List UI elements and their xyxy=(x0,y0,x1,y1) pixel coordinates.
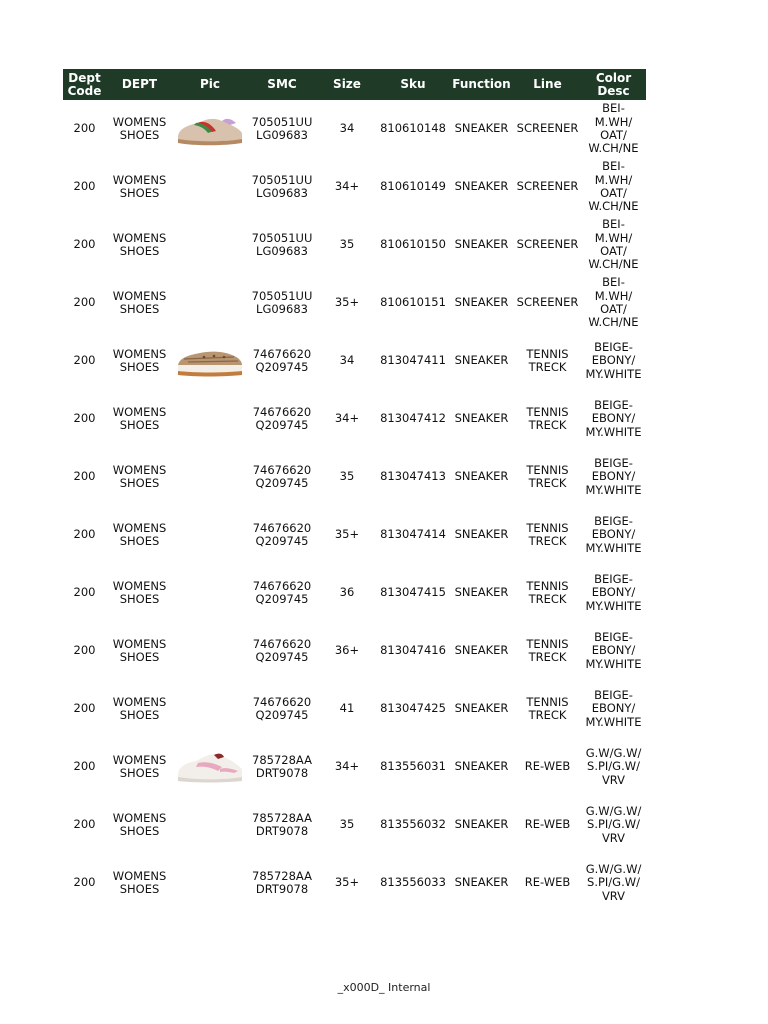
cell-line xyxy=(514,680,581,738)
cell-color-desc xyxy=(581,100,646,158)
cell-line-line: TENNIS xyxy=(526,636,569,651)
cell-dept-line: WOMENS xyxy=(112,694,167,709)
cell-line xyxy=(514,158,581,216)
cell-dept xyxy=(106,158,173,216)
header-color-desc-line: Desc xyxy=(597,83,630,98)
cell-smc-line: DRT9078 xyxy=(255,824,309,838)
cell-color-desc xyxy=(581,738,646,796)
cell-line-line: TRECK xyxy=(528,360,567,374)
cell-smc-line: Q209745 xyxy=(255,476,309,490)
header-pic-line: Pic xyxy=(199,77,221,91)
cell-line-line: RE-WEB xyxy=(524,875,571,890)
cell-smc-line: 705051UU xyxy=(251,230,313,245)
cell-color-desc-line: W.CH/NE xyxy=(588,199,639,214)
cell-smc xyxy=(247,158,317,216)
cell-line xyxy=(514,796,581,854)
cell-dept xyxy=(106,274,173,332)
cell-line xyxy=(514,100,581,158)
cell-dept xyxy=(106,622,173,680)
header-color-desc xyxy=(581,69,646,100)
header-dept-code xyxy=(63,69,106,100)
cell-smc xyxy=(247,680,317,738)
cell-size: 34 xyxy=(339,353,355,368)
cell-smc xyxy=(247,332,317,390)
cell-size: 35+ xyxy=(334,527,360,542)
cell-size: 41 xyxy=(339,701,355,716)
cell-dept-line: SHOES xyxy=(119,534,160,548)
cell-color-desc-line: EBONY/ xyxy=(591,527,636,542)
cell-color-desc-line: EBONY/ xyxy=(591,701,636,716)
cell-sku: 810610149 xyxy=(380,179,446,194)
cell-line xyxy=(514,332,581,390)
cell-dept xyxy=(106,216,173,274)
cell-smc-line: 74676620 xyxy=(252,346,312,361)
cell-color-desc-line: M.WH/ xyxy=(594,172,633,187)
cell-dept-line: WOMENS xyxy=(112,752,167,767)
cell-line xyxy=(514,390,581,448)
cell-color-desc xyxy=(581,158,646,216)
cell-sku: 813047415 xyxy=(380,585,446,600)
cell-function: SNEAKER xyxy=(454,585,509,600)
cell-smc-line: LG09683 xyxy=(256,244,308,258)
cell-size: 36 xyxy=(339,585,355,600)
cell-color-desc-line: W.CH/NE xyxy=(588,315,639,330)
cell-function: SNEAKER xyxy=(454,875,509,890)
header-dept-line: DEPT xyxy=(121,77,158,91)
cell-pic xyxy=(173,390,247,448)
cell-smc-line: 785728AA xyxy=(252,868,312,883)
cell-dept-line: SHOES xyxy=(119,592,160,606)
cell-line-line: TRECK xyxy=(528,418,567,432)
cell-color-desc xyxy=(581,796,646,854)
cell-dept-line: WOMENS xyxy=(112,346,167,361)
cell-dept-line: SHOES xyxy=(119,302,160,316)
cell-dept-code: 200 xyxy=(73,121,96,136)
cell-line-line: TENNIS xyxy=(526,346,569,361)
cell-color-desc-line: MY.WHITE xyxy=(585,482,642,497)
cell-line-line: TRECK xyxy=(528,592,567,606)
cell-pic xyxy=(173,796,247,854)
cell-color-desc-line: BEIGE- xyxy=(594,456,633,471)
cell-color-desc-line: BEI- xyxy=(602,275,625,290)
cell-color-desc-line: BEI- xyxy=(602,101,625,116)
cell-dept-line: SHOES xyxy=(119,360,160,374)
cell-smc xyxy=(247,274,317,332)
cell-pic xyxy=(173,854,247,912)
cell-smc-line: 74676620 xyxy=(252,578,312,593)
table-row xyxy=(63,100,646,158)
cell-color-desc-line: EBONY/ xyxy=(591,411,636,426)
cell-dept-line: WOMENS xyxy=(112,636,167,651)
cell-smc-line: LG09683 xyxy=(256,128,308,142)
cell-line xyxy=(514,622,581,680)
header-sku-line: Sku xyxy=(400,77,426,91)
cell-line xyxy=(514,274,581,332)
cell-size: 34+ xyxy=(334,179,360,194)
cell-color-desc-line: MY.WHITE xyxy=(585,598,642,613)
cell-color-desc-line: MY.WHITE xyxy=(585,714,642,729)
cell-line-line: TRECK xyxy=(528,708,567,722)
cell-sku: 813556032 xyxy=(380,817,446,832)
cell-dept-code: 200 xyxy=(73,237,96,252)
cell-line-line: SCREENER xyxy=(516,121,579,136)
cell-smc-line: 705051UU xyxy=(251,172,313,187)
cell-line-line: TENNIS xyxy=(526,404,569,419)
cell-color-desc-line: S.PI/G.W/ xyxy=(587,759,640,774)
re-web-sneaker-photo xyxy=(174,749,246,785)
cell-dept xyxy=(106,332,173,390)
cell-color-desc-line: BEIGE- xyxy=(594,688,633,703)
cell-pic xyxy=(173,100,247,158)
cell-dept-code: 200 xyxy=(73,179,96,194)
cell-sku: 810610150 xyxy=(380,237,446,252)
cell-dept-line: SHOES xyxy=(119,766,160,780)
cell-smc-line: 74676620 xyxy=(252,520,312,535)
cell-smc xyxy=(247,506,317,564)
cell-dept-line: SHOES xyxy=(119,418,160,432)
table-row xyxy=(63,738,646,796)
header-function xyxy=(449,69,514,100)
header-function-line: Function xyxy=(452,77,511,91)
cell-dept-line: WOMENS xyxy=(112,810,167,825)
table-row xyxy=(63,564,646,622)
cell-size: 34+ xyxy=(334,411,360,426)
header-dept-code-line: Dept xyxy=(68,70,101,85)
cell-sku: 813047413 xyxy=(380,469,446,484)
cell-dept-code: 200 xyxy=(73,411,96,426)
cell-color-desc xyxy=(581,622,646,680)
cell-dept xyxy=(106,738,173,796)
cell-smc xyxy=(247,796,317,854)
cell-sku: 813556033 xyxy=(380,875,446,890)
cell-color-desc-line: G.W/G.W/ xyxy=(585,746,642,761)
table-row xyxy=(63,680,646,738)
cell-line xyxy=(514,448,581,506)
header-line-line: Line xyxy=(533,77,562,91)
cell-smc-line: 74676620 xyxy=(252,462,312,477)
cell-dept-line: WOMENS xyxy=(112,868,167,883)
cell-dept-line: SHOES xyxy=(119,244,160,258)
cell-smc-line: 74676620 xyxy=(252,694,312,709)
cell-dept-line: WOMENS xyxy=(112,462,167,477)
cell-size: 34 xyxy=(339,121,355,136)
cell-line-line: TRECK xyxy=(528,534,567,548)
product-table xyxy=(63,69,646,912)
cell-dept-code: 200 xyxy=(73,527,96,542)
cell-pic xyxy=(173,564,247,622)
cell-line-line: TRECK xyxy=(528,476,567,490)
cell-color-desc-line: G.W/G.W/ xyxy=(585,804,642,819)
cell-function: SNEAKER xyxy=(454,643,509,658)
cell-dept xyxy=(106,390,173,448)
cell-function: SNEAKER xyxy=(454,759,509,774)
screener-sneaker-photo xyxy=(174,111,246,147)
cell-color-desc-line: BEIGE- xyxy=(594,398,633,413)
cell-color-desc-line: BEIGE- xyxy=(594,340,633,355)
table-row xyxy=(63,854,646,912)
cell-dept-code: 200 xyxy=(73,875,96,890)
table-row xyxy=(63,390,646,448)
cell-smc xyxy=(247,390,317,448)
cell-color-desc-line: OAT/ xyxy=(600,302,627,316)
cell-function: SNEAKER xyxy=(454,469,509,484)
cell-color-desc-line: VRV xyxy=(601,888,626,903)
cell-color-desc-line: S.PI/G.W/ xyxy=(587,875,640,890)
table-row xyxy=(63,332,646,390)
cell-dept-line: WOMENS xyxy=(112,172,167,187)
cell-color-desc-line: M.WH/ xyxy=(594,288,633,303)
cell-line xyxy=(514,564,581,622)
cell-line xyxy=(514,854,581,912)
cell-color-desc-line: G.W/G.W/ xyxy=(585,862,642,877)
cell-dept-code: 200 xyxy=(73,469,96,484)
cell-color-desc xyxy=(581,680,646,738)
cell-smc-line: LG09683 xyxy=(256,186,308,200)
cell-dept-code: 200 xyxy=(73,353,96,368)
cell-color-desc-line: OAT/ xyxy=(600,244,627,258)
cell-pic xyxy=(173,448,247,506)
cell-function: SNEAKER xyxy=(454,411,509,426)
cell-dept-line: WOMENS xyxy=(112,404,167,419)
cell-color-desc-line: VRV xyxy=(601,830,626,845)
cell-dept xyxy=(106,854,173,912)
cell-sku: 813556031 xyxy=(380,759,446,774)
cell-color-desc-line: EBONY/ xyxy=(591,585,636,600)
cell-color-desc-line: BEIGE- xyxy=(594,572,633,587)
header-size-line: Size xyxy=(333,77,361,91)
cell-color-desc xyxy=(581,216,646,274)
cell-smc-line: Q209745 xyxy=(255,418,309,432)
table-header-row xyxy=(63,69,646,100)
cell-color-desc-line: MY.WHITE xyxy=(585,424,642,439)
cell-line-line: TENNIS xyxy=(526,520,569,535)
cell-line xyxy=(514,506,581,564)
cell-smc xyxy=(247,738,317,796)
cell-color-desc xyxy=(581,448,646,506)
cell-color-desc-line: OAT/ xyxy=(600,186,627,200)
cell-line-line: TENNIS xyxy=(526,462,569,477)
cell-smc xyxy=(247,100,317,158)
cell-color-desc-line: VRV xyxy=(601,772,626,787)
cell-dept-line: WOMENS xyxy=(112,578,167,593)
cell-size: 34+ xyxy=(334,759,360,774)
table-row xyxy=(63,622,646,680)
cell-pic xyxy=(173,506,247,564)
cell-color-desc xyxy=(581,854,646,912)
cell-smc xyxy=(247,854,317,912)
cell-color-desc-line: M.WH/ xyxy=(594,114,633,129)
cell-dept xyxy=(106,506,173,564)
cell-color-desc xyxy=(581,332,646,390)
header-smc xyxy=(247,69,317,100)
cell-color-desc-line: S.PI/G.W/ xyxy=(587,817,640,832)
cell-function: SNEAKER xyxy=(454,527,509,542)
cell-smc-line: 785728AA xyxy=(252,810,312,825)
table-row xyxy=(63,158,646,216)
cell-pic xyxy=(173,680,247,738)
cell-smc-line: 785728AA xyxy=(252,752,312,767)
cell-line-line: SCREENER xyxy=(516,237,579,252)
cell-color-desc-line: BEI- xyxy=(602,159,625,174)
cell-function: SNEAKER xyxy=(454,295,509,310)
cell-sku: 810610151 xyxy=(380,295,446,310)
cell-smc-line: Q209745 xyxy=(255,708,309,722)
cell-size: 35 xyxy=(339,237,355,252)
cell-line xyxy=(514,738,581,796)
cell-smc-line: Q209745 xyxy=(255,534,309,548)
cell-function: SNEAKER xyxy=(454,353,509,368)
cell-dept-code: 200 xyxy=(73,643,96,658)
cell-function: SNEAKER xyxy=(454,121,509,136)
cell-smc-line: 74676620 xyxy=(252,636,312,651)
cell-function: SNEAKER xyxy=(454,817,509,832)
cell-line-line: TRECK xyxy=(528,650,567,664)
cell-dept-code: 200 xyxy=(73,759,96,774)
cell-dept-code: 200 xyxy=(73,585,96,600)
cell-smc-line: 74676620 xyxy=(252,404,312,419)
cell-color-desc xyxy=(581,390,646,448)
cell-smc-line: Q209745 xyxy=(255,360,309,374)
cell-smc-line: DRT9078 xyxy=(255,882,309,896)
cell-function: SNEAKER xyxy=(454,179,509,194)
cell-sku: 810610148 xyxy=(380,121,446,136)
cell-color-desc-line: MY.WHITE xyxy=(585,540,642,555)
cell-sku: 813047411 xyxy=(380,353,446,368)
table-row xyxy=(63,796,646,854)
cell-dept-code: 200 xyxy=(73,295,96,310)
header-smc-line: SMC xyxy=(267,77,297,91)
cell-size: 35 xyxy=(339,817,355,832)
cell-color-desc-line: W.CH/NE xyxy=(588,257,639,272)
cell-line xyxy=(514,216,581,274)
cell-sku: 813047412 xyxy=(380,411,446,426)
cell-function: SNEAKER xyxy=(454,237,509,252)
cell-size: 35 xyxy=(339,469,355,484)
table-row xyxy=(63,448,646,506)
cell-pic xyxy=(173,738,247,796)
cell-dept-line: SHOES xyxy=(119,186,160,200)
cell-dept-line: SHOES xyxy=(119,476,160,490)
header-dept xyxy=(106,69,173,100)
cell-smc-line: DRT9078 xyxy=(255,766,309,780)
cell-sku: 813047416 xyxy=(380,643,446,658)
cell-dept-line: SHOES xyxy=(119,128,160,142)
cell-color-desc-line: BEIGE- xyxy=(594,630,633,645)
header-pic xyxy=(173,69,247,100)
cell-size: 35+ xyxy=(334,295,360,310)
table-body xyxy=(63,100,646,912)
cell-line-line: RE-WEB xyxy=(524,759,571,774)
cell-smc xyxy=(247,448,317,506)
cell-color-desc-line: OAT/ xyxy=(600,128,627,142)
cell-size: 35+ xyxy=(334,875,360,890)
cell-pic xyxy=(173,622,247,680)
cell-smc-line: Q209745 xyxy=(255,592,309,606)
cell-dept-line: WOMENS xyxy=(112,288,167,303)
cell-dept-line: SHOES xyxy=(119,650,160,664)
cell-dept-line: SHOES xyxy=(119,708,160,722)
cell-dept xyxy=(106,796,173,854)
cell-line-line: SCREENER xyxy=(516,295,579,310)
cell-dept xyxy=(106,680,173,738)
cell-sku: 813047425 xyxy=(380,701,446,716)
cell-color-desc-line: EBONY/ xyxy=(591,353,636,368)
header-line xyxy=(514,69,581,100)
cell-color-desc-line: EBONY/ xyxy=(591,469,636,484)
cell-smc xyxy=(247,564,317,622)
cell-pic xyxy=(173,332,247,390)
cell-dept-line: WOMENS xyxy=(112,114,167,129)
cell-dept-line: WOMENS xyxy=(112,520,167,535)
cell-color-desc-line: MY.WHITE xyxy=(585,366,642,381)
table-row xyxy=(63,216,646,274)
cell-pic xyxy=(173,216,247,274)
cell-dept xyxy=(106,100,173,158)
cell-pic xyxy=(173,274,247,332)
table-row xyxy=(63,274,646,332)
cell-line-line: RE-WEB xyxy=(524,817,571,832)
table-row xyxy=(63,506,646,564)
cell-color-desc-line: MY.WHITE xyxy=(585,656,642,671)
cell-smc-line: Q209745 xyxy=(255,650,309,664)
header-color-desc-line: Color xyxy=(595,70,632,85)
footer-label: _x000D_ Internal xyxy=(337,981,431,994)
cell-line-line: SCREENER xyxy=(516,179,579,194)
cell-size: 36+ xyxy=(334,643,360,658)
cell-smc xyxy=(247,622,317,680)
cell-smc xyxy=(247,216,317,274)
header-size xyxy=(317,69,377,100)
cell-color-desc-line: BEIGE- xyxy=(594,514,633,529)
cell-dept xyxy=(106,564,173,622)
cell-dept xyxy=(106,448,173,506)
cell-line-line: TENNIS xyxy=(526,578,569,593)
header-sku xyxy=(377,69,449,100)
cell-smc-line: 705051UU xyxy=(251,288,313,303)
cell-color-desc-line: M.WH/ xyxy=(594,230,633,245)
cell-color-desc xyxy=(581,274,646,332)
cell-smc-line: 705051UU xyxy=(251,114,313,129)
cell-sku: 813047414 xyxy=(380,527,446,542)
tennis-treck-sneaker-photo xyxy=(174,343,246,379)
cell-dept-code: 200 xyxy=(73,817,96,832)
cell-color-desc xyxy=(581,506,646,564)
header-dept-code-line: Code xyxy=(67,83,102,98)
cell-dept-line: SHOES xyxy=(119,882,160,896)
cell-pic xyxy=(173,158,247,216)
cell-line-line: TENNIS xyxy=(526,694,569,709)
cell-dept-line: SHOES xyxy=(119,824,160,838)
cell-color-desc-line: BEI- xyxy=(602,217,625,232)
cell-smc-line: LG09683 xyxy=(256,302,308,316)
cell-dept-code: 200 xyxy=(73,701,96,716)
cell-function: SNEAKER xyxy=(454,701,509,716)
cell-color-desc xyxy=(581,564,646,622)
cell-dept-line: WOMENS xyxy=(112,230,167,245)
cell-color-desc-line: EBONY/ xyxy=(591,643,636,658)
cell-color-desc-line: W.CH/NE xyxy=(588,141,639,156)
